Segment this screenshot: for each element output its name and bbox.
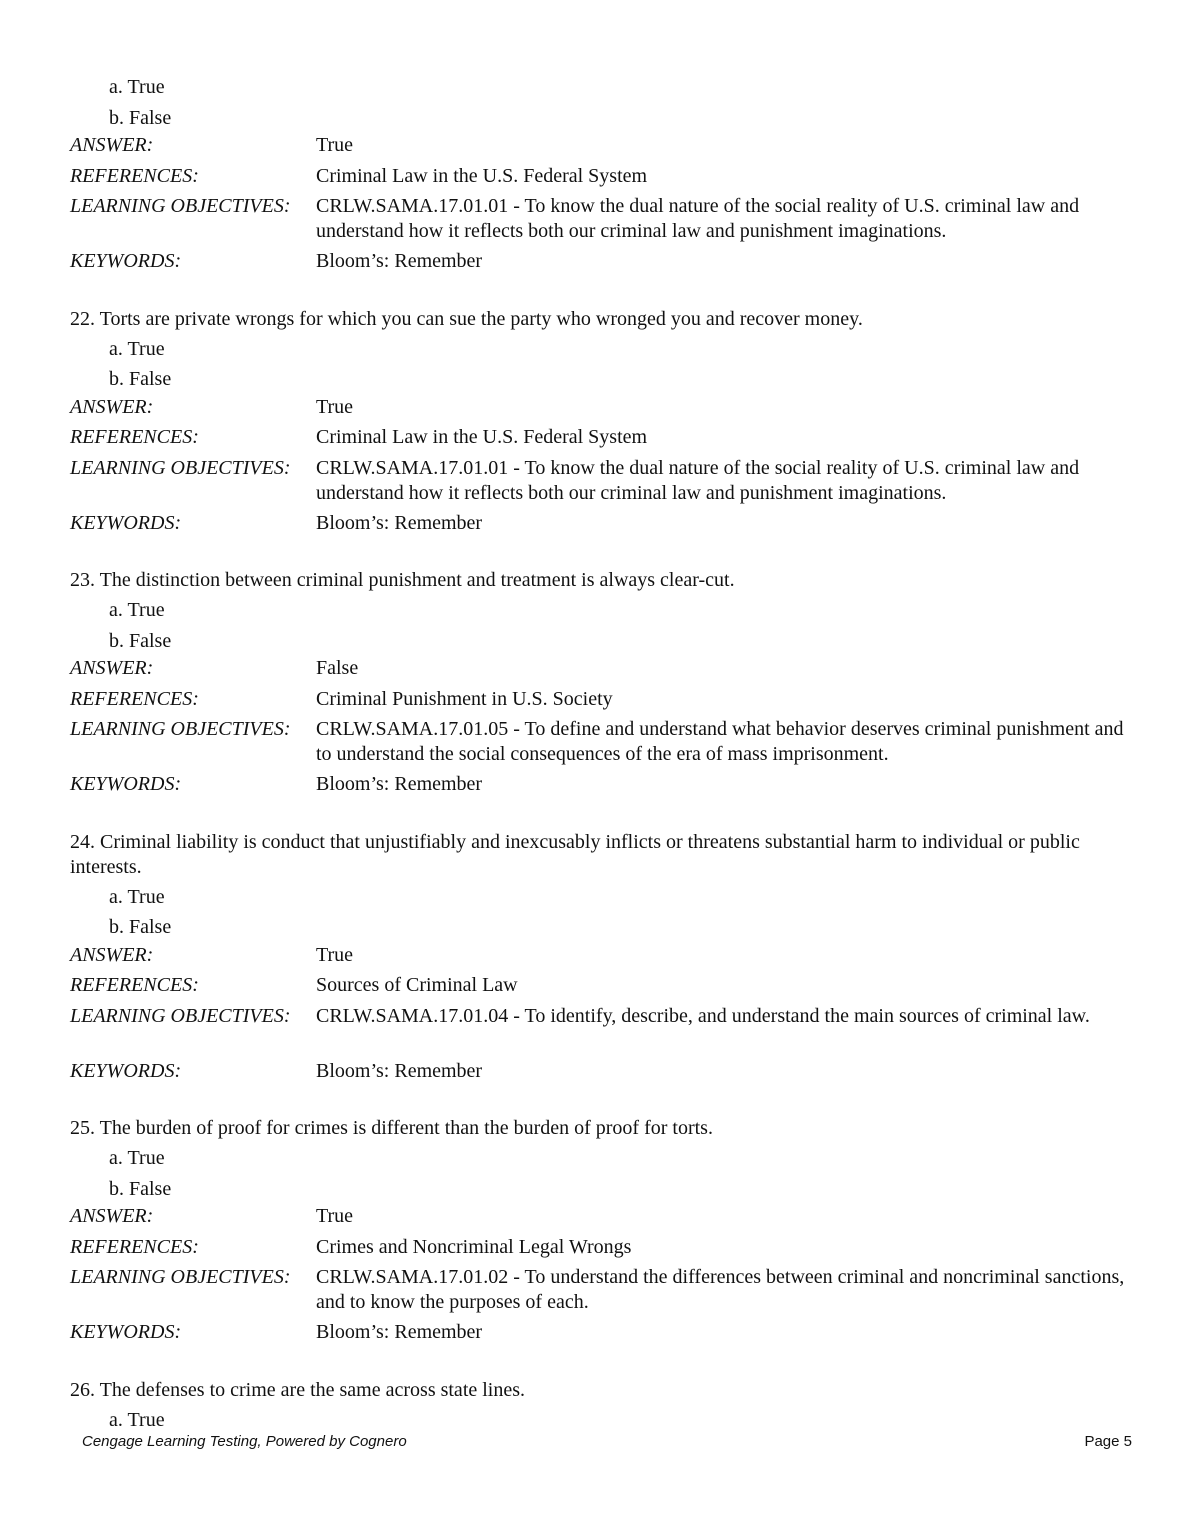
answer-row xyxy=(70,395,1130,426)
learning-objectives-label: LEARNING OBJECTIVES: xyxy=(70,718,291,740)
references-label: REFERENCES: xyxy=(70,974,199,996)
question-21 xyxy=(70,72,1130,280)
learning-objectives-value: CRLW.SAMA.17.01.01 - To know the dual nature of the social reality of U.S. criminal law and understand how it reflects both our criminal law and punishment imaginations. xyxy=(316,456,1080,504)
option-a: a. True xyxy=(109,337,165,360)
question-25 xyxy=(70,1116,1130,1351)
references-value: Criminal Law in the U.S. Federal System xyxy=(316,426,648,448)
keywords-label: KEYWORDS: xyxy=(70,1321,182,1343)
option-b: b. False xyxy=(109,629,172,652)
option-b: b. False xyxy=(109,368,172,390)
answer-options xyxy=(70,882,1130,943)
answer-row xyxy=(70,943,1130,974)
keywords-label: KEYWORDS: xyxy=(70,250,182,272)
learning-objectives-label: LEARNING OBJECTIVES: xyxy=(70,1004,291,1027)
option-a: a. True xyxy=(109,885,165,908)
learning-objectives-label: LEARNING OBJECTIVES: xyxy=(70,1266,291,1288)
references-label: REFERENCES: xyxy=(70,687,199,710)
answer-value: False xyxy=(316,657,359,679)
learning-objectives-value: CRLW.SAMA.17.01.02 - To understand the differences between criminal and noncriminal sanctions, and to know the purposes of each. xyxy=(316,1266,1125,1313)
question-stem: 25. The burden of proof for crimes is different than the burden of proof for torts. xyxy=(70,1117,713,1139)
learning-objectives-value: CRLW.SAMA.17.01.01 - To know the dual nature of the social reality of U.S. criminal law and understand how it reflects both our criminal law and punishment imaginations. xyxy=(316,195,1080,242)
references-value: Crimes and Noncriminal Legal Wrongs xyxy=(316,1235,632,1258)
learning-objectives-label: LEARNING OBJECTIVES: xyxy=(70,456,291,479)
option-a: a. True xyxy=(109,76,165,98)
answer-value: True xyxy=(316,134,354,156)
learning-objectives-row xyxy=(70,1265,1130,1320)
references-label: REFERENCES: xyxy=(70,1235,199,1258)
option-b: b. False xyxy=(109,1177,172,1200)
answer-label: ANSWER: xyxy=(70,395,154,418)
keywords-label: KEYWORDS: xyxy=(70,773,182,795)
question-stem: 23. The distinction between criminal punishment and treatment is always clear-cut. xyxy=(70,569,735,591)
keywords-label: KEYWORDS: xyxy=(70,511,182,534)
question-stem: 22. Torts are private wrongs for which you can sue the party who wronged you and recover money. xyxy=(70,307,863,330)
references-value: Criminal Law in the U.S. Federal System xyxy=(316,164,648,187)
learning-objectives-row xyxy=(70,456,1130,511)
learning-objectives-row xyxy=(70,1004,1130,1059)
keywords-label: KEYWORDS: xyxy=(70,1059,182,1082)
question-stem: 24. Criminal liability is conduct that unjustifiably and inexcusably inflicts or threatens substantial harm to individual or public interests. xyxy=(70,830,1080,878)
answer-value: True xyxy=(316,1205,354,1227)
answer-label: ANSWER: xyxy=(70,1205,154,1227)
question-stem: 26. The defenses to crime are the same across state lines. xyxy=(70,1378,526,1401)
keywords-row xyxy=(70,1320,1130,1351)
answer-options xyxy=(70,595,1130,656)
learning-objectives-label: LEARNING OBJECTIVES: xyxy=(70,195,291,217)
learning-objectives-row xyxy=(70,717,1130,772)
question-26 xyxy=(70,1378,1130,1436)
references-row xyxy=(70,164,1130,195)
keywords-row xyxy=(70,249,1130,280)
keywords-row xyxy=(70,772,1130,803)
answer-label: ANSWER: xyxy=(70,657,154,679)
question-list xyxy=(70,72,1130,1462)
references-label: REFERENCES: xyxy=(70,426,199,448)
keywords-row xyxy=(70,1059,1130,1090)
references-label: REFERENCES: xyxy=(70,164,199,187)
keywords-value: Bloom’s: Remember xyxy=(316,1321,483,1343)
option-b: b. False xyxy=(109,106,172,129)
keywords-value: Bloom’s: Remember xyxy=(316,250,483,272)
answer-value: True xyxy=(316,395,354,418)
question-23 xyxy=(70,568,1130,803)
answer-label: ANSWER: xyxy=(70,134,154,156)
answer-options xyxy=(70,1405,1130,1436)
references-row xyxy=(70,1235,1130,1266)
answer-options xyxy=(70,1143,1130,1204)
keywords-row xyxy=(70,511,1130,542)
references-row xyxy=(70,687,1130,718)
references-value: Criminal Punishment in U.S. Society xyxy=(316,687,613,710)
keywords-value: Bloom’s: Remember xyxy=(316,511,483,534)
answer-row xyxy=(70,656,1130,687)
option-a: a. True xyxy=(109,1408,165,1431)
answer-options xyxy=(70,334,1130,395)
learning-objectives-row xyxy=(70,194,1130,249)
question-24 xyxy=(70,830,1130,1090)
references-row xyxy=(70,973,1130,1004)
option-a: a. True xyxy=(109,599,165,621)
option-a: a. True xyxy=(109,1147,165,1169)
answer-row xyxy=(70,133,1130,164)
answer-value: True xyxy=(316,943,354,966)
learning-objectives-value: CRLW.SAMA.17.01.04 - To identify, describe, and understand the main sources of criminal law. xyxy=(316,1004,1090,1027)
question-22 xyxy=(70,307,1130,542)
page-footer xyxy=(82,1433,1132,1450)
footer-publisher: Cengage Learning Testing, Powered by Cognero xyxy=(82,1433,407,1450)
answer-label: ANSWER: xyxy=(70,943,154,966)
option-b: b. False xyxy=(109,916,172,938)
answer-options xyxy=(70,72,1130,133)
references-value: Sources of Criminal Law xyxy=(316,974,518,996)
answer-row xyxy=(70,1204,1130,1235)
learning-objectives-value: CRLW.SAMA.17.01.05 - To define and understand what behavior deserves criminal punishment and to understand the social consequences of the era of mass imprisonment. xyxy=(316,718,1124,765)
references-row xyxy=(70,425,1130,456)
keywords-value: Bloom’s: Remember xyxy=(316,1059,483,1082)
page-number: Page 5 xyxy=(1084,1433,1132,1450)
keywords-value: Bloom’s: Remember xyxy=(316,773,483,795)
